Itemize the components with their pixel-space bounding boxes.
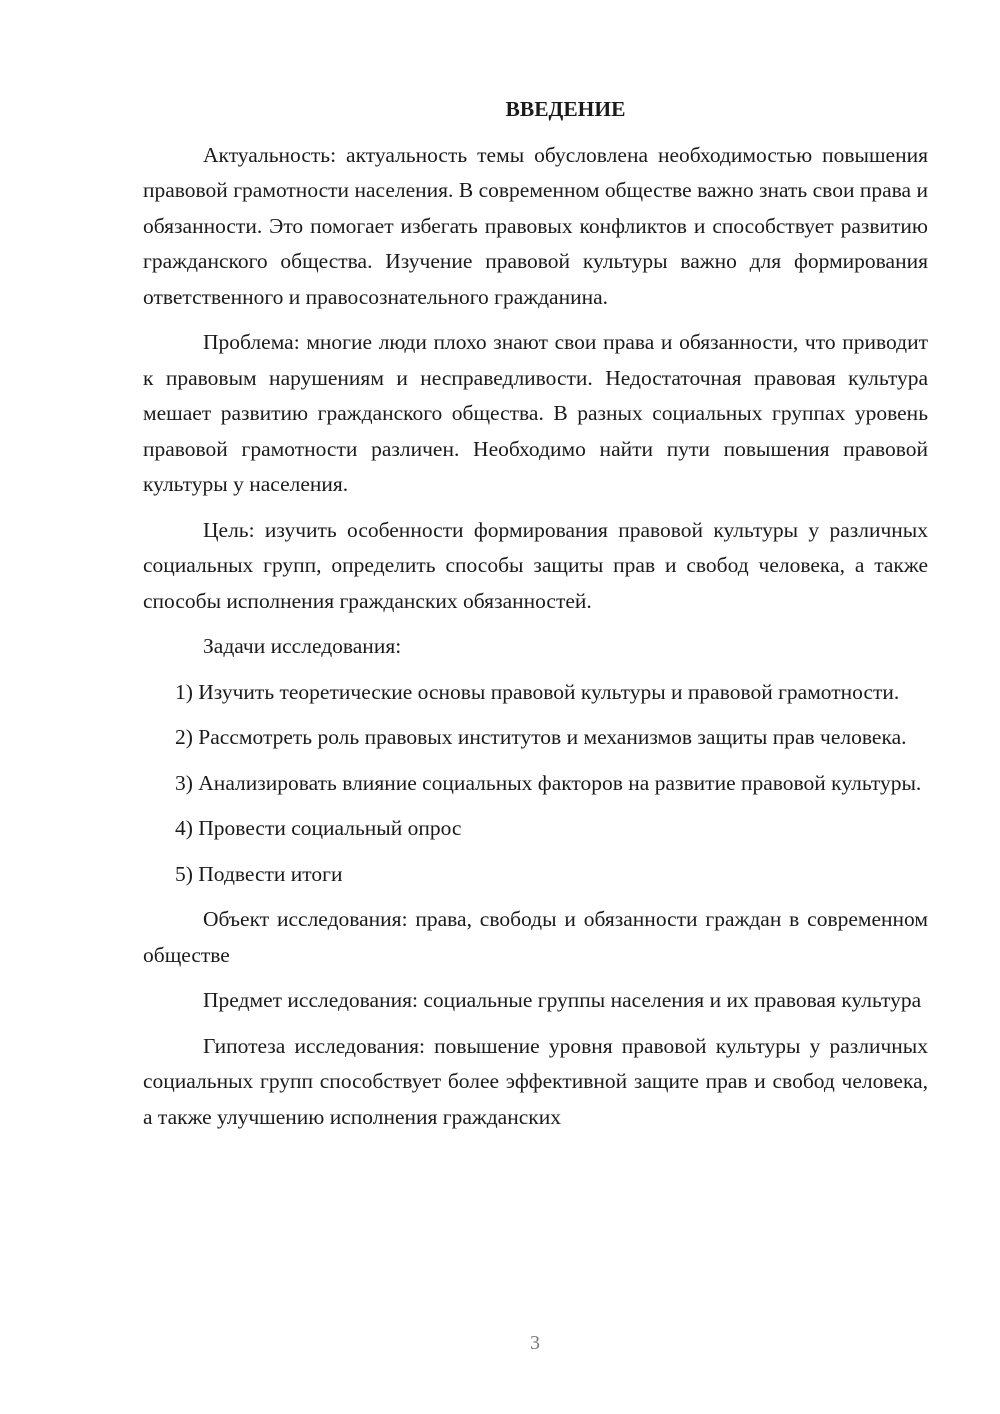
section-heading: ВВЕДЕНИЕ: [505, 97, 626, 121]
paragraph-object: Объект исследования: права, свободы и обязанности граждан в современном обществе: [143, 907, 928, 967]
task-item: 2) Рассмотреть роль правовых институтов и механизмов защиты прав человека.: [175, 725, 907, 749]
paragraph-hypothesis: Гипотеза исследования: повышение уровня правовой культуры у различных социальных групп способствует более эффективной защите прав и свобод человека, а также улучшению исполнения гражданских: [143, 1033, 928, 1129]
page-number: 3: [530, 1332, 540, 1354]
task-item: 5) Подвести итоги: [175, 861, 343, 886]
task-item: 3) Анализировать влияние социальных факторов на развитие правовой культуры.: [175, 770, 922, 795]
document-page: [143, 92, 928, 1145]
paragraph-tasks-intro: Задачи исследования:: [203, 634, 402, 658]
paragraph-subject: Предмет исследования: социальные группы населения и их правовая культура: [203, 988, 922, 1012]
task-list: [143, 675, 928, 893]
task-item: 1) Изучить теоретические основы правовой культуры и правовой грамотности.: [175, 679, 900, 704]
paragraph-problem: Проблема: многие люди плохо знают свои права и обязанности, что приводит к правовым нарушениям и несправедливости. Недостаточная правовая культура мешает развитию гражданского общества. В разных социальных группах уровень правовой грамотности различен. Необходимо найти пути повышения правовой культуры у населения.: [143, 330, 928, 496]
paragraph-goal: Цель: изучить особенности формирования правовой культуры у различных социальных групп, определить способы защиты прав и свобод человека, а также способы исполнения гражданских обязанностей.: [143, 517, 928, 613]
task-item: 4) Провести социальный опрос: [175, 816, 462, 840]
paragraph-relevance: Актуальность: актуальность темы обусловлена необходимостью повышения правовой грамотности населения. В современном обществе важно знать свои права и обязанности. Это помогает избегать правовых конфликтов и способствует развитию гражданского общества. Изучение правовой культуры важно для формирования ответственного и правосознательного гражданина.: [143, 142, 928, 309]
